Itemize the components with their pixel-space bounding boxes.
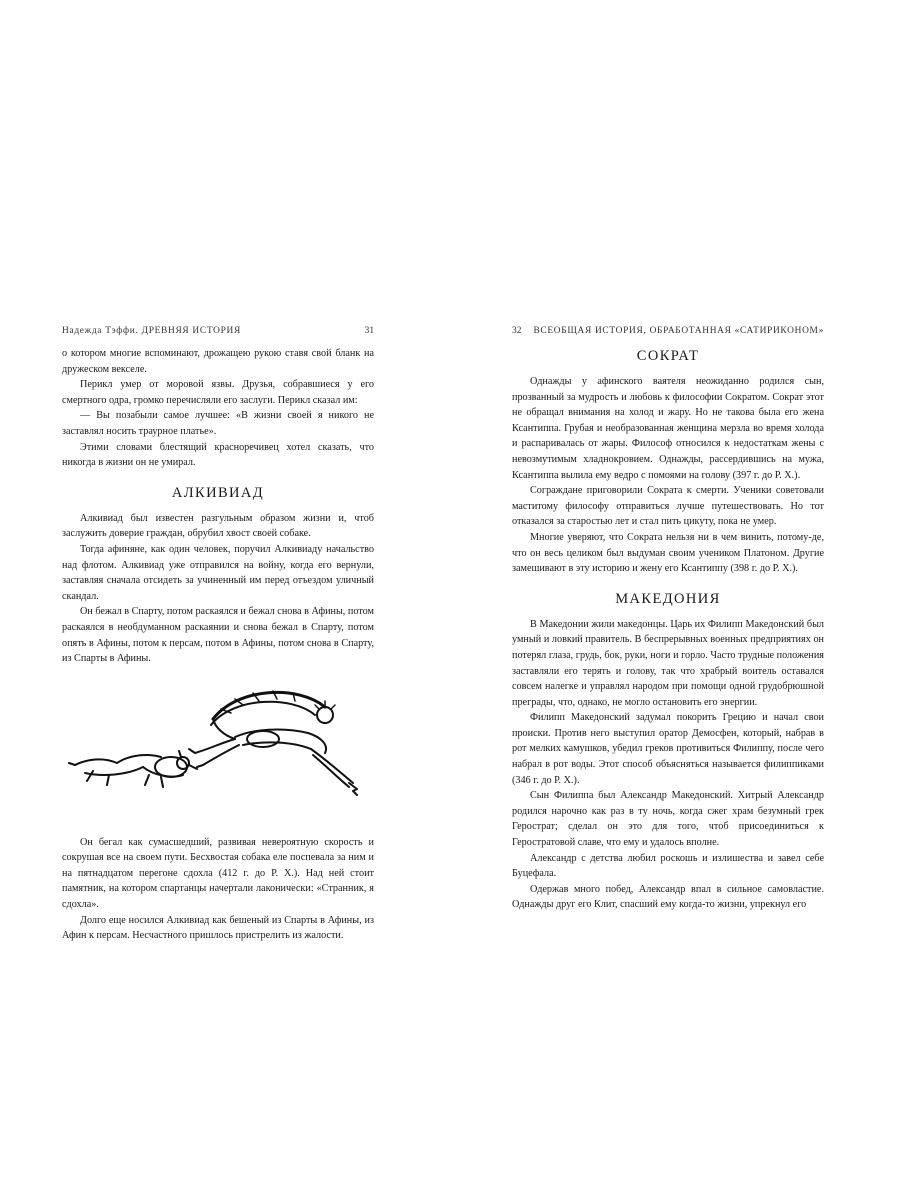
paragraph: Алкивиад был известен разгульным образом жизни и, чтоб заслужить доверие граждан, обрубил хвост своей собаке. xyxy=(62,512,374,540)
paragraph: Он бежал в Спарту, потом раскаялся и бежал снова в Афины, потом раскаялся в необдуманном раскаянии и снова бежал в Спарту, потом опять в Афины, потом к персам, потом в Афины, потом снова в Спарту, из Спарты в Афины. xyxy=(62,606,374,665)
section-title: МАКЕДОНИЯ xyxy=(615,590,721,607)
paragraph: Александр с детства любил роскошь и излишества и завел себе Буцефала. xyxy=(512,852,824,880)
running-alcibiades-and-dog-drawing-icon xyxy=(63,679,373,809)
paragraph: Многие уверяют, что Сократа нельзя ни в чем винить, потому-де, что он весь целиком был выдуман своим учеником Платоном. Другие замешивают в эту историю и жену его Ксантиппу (398 г. до Р. Х.). xyxy=(512,531,824,575)
header-title: ВСЕОБЩАЯ ИСТОРИЯ, ОБРАБОТАННАЯ «САТИРИКОНОМ» xyxy=(533,326,824,336)
paragraph: о котором многие вспоминают, дрожащею рукою ставя свой бланк на дружеском векселе. xyxy=(62,348,374,375)
paragraph: В Македонии жили македонцы. Царь их Филипп Македонский был умный и ловкий правитель. В беспрерывных военных предприятиях он потерял глаза, грудь, бок, руки, ноги и горло. Часто трудные положения заставляли его терять и голову, так что храбрый воитель оставался совсем налегке и управлял народом при помощи одной грудобрюшной преграды, что, однако, не могло остановить его энергии. xyxy=(512,618,824,708)
paragraph: Он бегал как сумасшедший, развивая невероятную скорость и сокрушая все на своем пути. Бесхвостая собака еле поспевала за ним и на пятнадцатом перегоне сдохла (412 г. до Р. Х.). Над ней стоит памятник, на котором спартанцы начертали лаконически: «Странник, я сдохла». xyxy=(62,836,374,911)
running-header xyxy=(512,324,824,346)
section-title: СОКРАТ xyxy=(636,348,700,364)
section-title: АЛКИВИАД xyxy=(171,484,265,501)
paragraph: Этими словами блестящий красноречивец хотел сказать, что никогда в жизни он не умирал. xyxy=(62,441,374,469)
paragraph: Перикл умер от моровой язвы. Друзья, собравшиеся у его смертного одра, громко перечисляли его заслуги. Перикл сказал им: xyxy=(62,379,374,406)
paragraph: Долго еще носился Алкивиад как бешеный из Спарты в Афины, из Афин к персам. Несчастного пришлось пристрелить из жалости. xyxy=(62,914,374,942)
paragraph: Сограждане приговорили Сократа к смерти. Ученики советовали маститому философу отправиться лучше путешествовать. Но тот отказался за старостью лет и стал пить цикуту, пока не умер. xyxy=(512,485,824,528)
page-number: 31 xyxy=(364,326,374,336)
paragraph: Одержав много побед, Александр впал в сильное самовластие. Однажды друг его Клит, спасший ему когда-то жизни, упрекнул его xyxy=(512,883,824,911)
left-page xyxy=(62,322,374,944)
paragraph: Однажды у афинского ваятеля неожиданно родился сын, прозванный за мудрость и любовь к философии Сократом. Сократ этот не обращал внимания на холод и жару. Но не такова была его жена Ксантиппа. Грубая и необразованная женщина мерзла во время холода и распаривалась от жары. Философ относился к недостаткам жены с невозмутимым хладнокровием. Однажды, рассердившись на мужа, Ксантиппа вылила ему ведро с помоями на голову (397 г. до Р. Х.). xyxy=(512,376,824,481)
paragraph: Тогда афиняне, как один человек, поручил Алкивиаду начальство над флотом. Алкивиад уже отправился на войну, когда его вернули, заставляя сначала отсидеть за учиненный им перед отъездом уличный скандал. xyxy=(62,543,374,602)
paragraph: — Вы позабыли самое лучшее: «В жизни своей я никого не заставлял носить траурное платье». xyxy=(62,410,374,437)
paragraph: Сын Филиппа был Александр Македонский. Хитрый Александр родился нарочно как раз в ту ночь, когда сжег храм безумный грек Герострат; сделал он это для того, чтоб присоединиться к Геростратовой славе, что ему и удалось вполне. xyxy=(512,790,824,849)
header-title: Надежда Тэффи. ДРЕВНЯЯ ИСТОРИЯ xyxy=(62,326,241,336)
running-header xyxy=(62,324,374,346)
paragraph: Филипп Македонский задумал покорить Грецию и начал свои происки. Против него выступил оратор Демосфен, который, набрав в рот мелких камушков, убедил греков противиться Филиппу, после чего набрал в рот воды. Этот способ объясняться называется филиппиками (346 г. до Р. Х.). xyxy=(512,712,824,786)
page-number: 32 xyxy=(512,326,522,336)
right-page xyxy=(512,322,824,913)
